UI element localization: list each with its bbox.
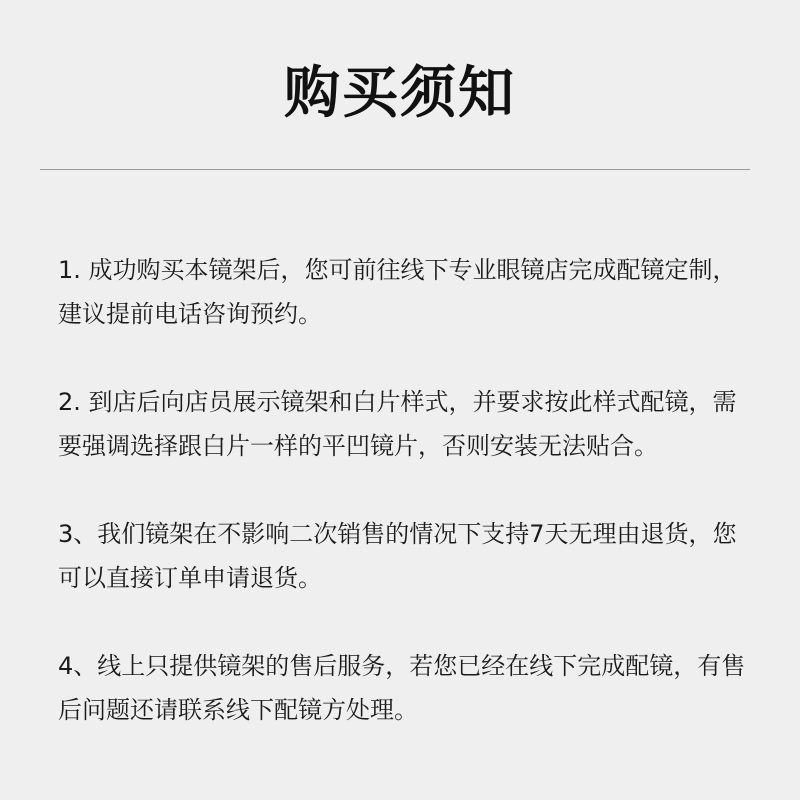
notice-item-2: 2. 到店后向店员展示镜架和白片样式，并要求按此样式配镜，需要强调选择跟白片一样的平凹镜片，否则安装无法贴合。 <box>58 388 737 460</box>
notice-item-3: 3、我们镜架在不影响二次销售的情况下支持7天无理由退货，您可以直接订单申请退货。 <box>58 520 737 592</box>
title-divider <box>40 169 750 170</box>
notice-item-1: 1. 成功购买本镜架后，您可前往线下专业眼镜店完成配镜定制，建议提前电话咨询预约。 <box>58 256 737 328</box>
page-title: 购买须知 <box>284 61 516 126</box>
notice-item-4: 4、线上只提供镜架的售后服务，若您已经在线下完成配镜，有售后问题还请联系线下配镜方处理。 <box>58 652 746 724</box>
notice-list <box>58 248 748 776</box>
